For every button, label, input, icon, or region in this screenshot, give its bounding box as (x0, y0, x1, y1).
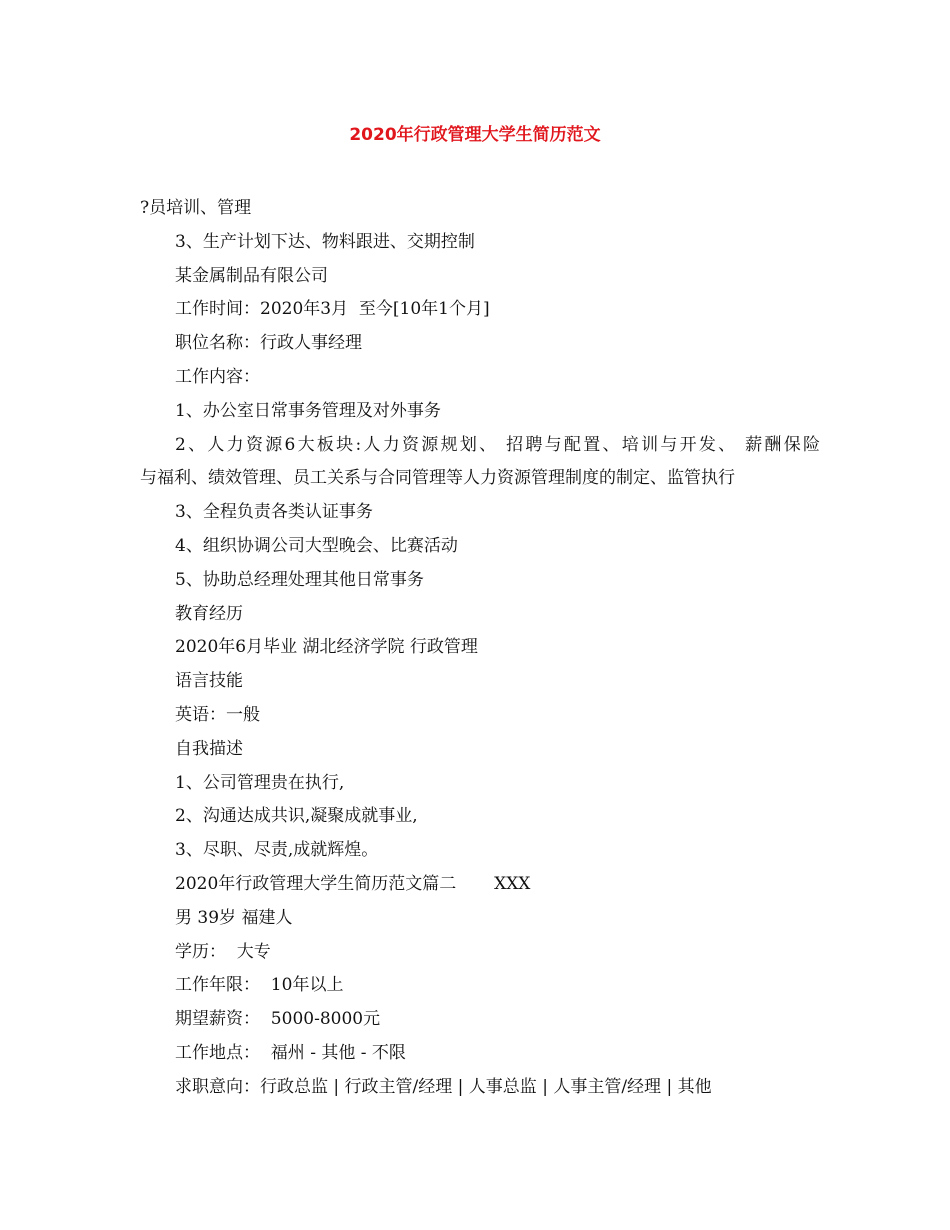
document-line: 2020年6月毕业 湖北经济学院 行政管理 (175, 637, 478, 658)
document-line: 求职意向：行政总监 | 行政主管/经理 | 人事总监 | 人事主管/经理 | 其他 (175, 1076, 712, 1097)
document-line: 语言技能 (175, 671, 243, 692)
document-line: 2、人力资源6大板块:人力资源规划、 招聘与配置、培训与开发、 薪酬保险 (175, 434, 820, 455)
document-line: 2、沟通达成共识,凝聚成就事业, (175, 806, 418, 827)
document-line: ?员培训、管理 (140, 198, 252, 218)
document-line: 3、全程负责各类认证事务 (175, 502, 373, 523)
document-line: 2020年行政管理大学生简历范文篇二 XXX (175, 873, 531, 894)
document-line: 男 39岁 福建人 (175, 907, 293, 928)
document-line: 4、组织协调公司大型晚会、比赛活动 (175, 535, 458, 556)
document-line: 期望薪资： 5000-8000元 (175, 1009, 381, 1030)
document-line: 1、公司管理贵在执行, (175, 772, 345, 793)
document-line: 工作时间：2020年3月 至今[10年1个月] (175, 299, 490, 320)
document-line: 1、办公室日常事务管理及对外事务 (175, 400, 441, 421)
document-line: 学历： 大专 (175, 941, 271, 962)
document-body (140, 192, 820, 1105)
document-line: 工作年限： 10年以上 (175, 975, 344, 996)
document-line: 英语：一般 (175, 704, 260, 725)
document-line: 与福利、绩效管理、员工关系与合同管理等人力资源管理制度的制定、监管执行 (140, 468, 735, 489)
document-line: 3、尽职、尽责,成就辉煌。 (175, 840, 379, 861)
document-line: 3、生产计划下达、物料跟进、交期控制 (175, 231, 475, 252)
document-line: 5、协助总经理处理其他日常事务 (175, 569, 424, 590)
document-line: 职位名称：行政人事经理 (175, 333, 362, 354)
document-line: 自我描述 (175, 738, 243, 759)
document-line: 某金属制品有限公司 (175, 265, 328, 286)
document-title: 2020年行政管理大学生简历范文 (349, 125, 601, 145)
document-line: 工作地点： 福州 - 其他 - 不限 (175, 1042, 406, 1063)
document-line: 教育经历 (175, 603, 243, 624)
document-line: 工作内容： (175, 366, 260, 387)
